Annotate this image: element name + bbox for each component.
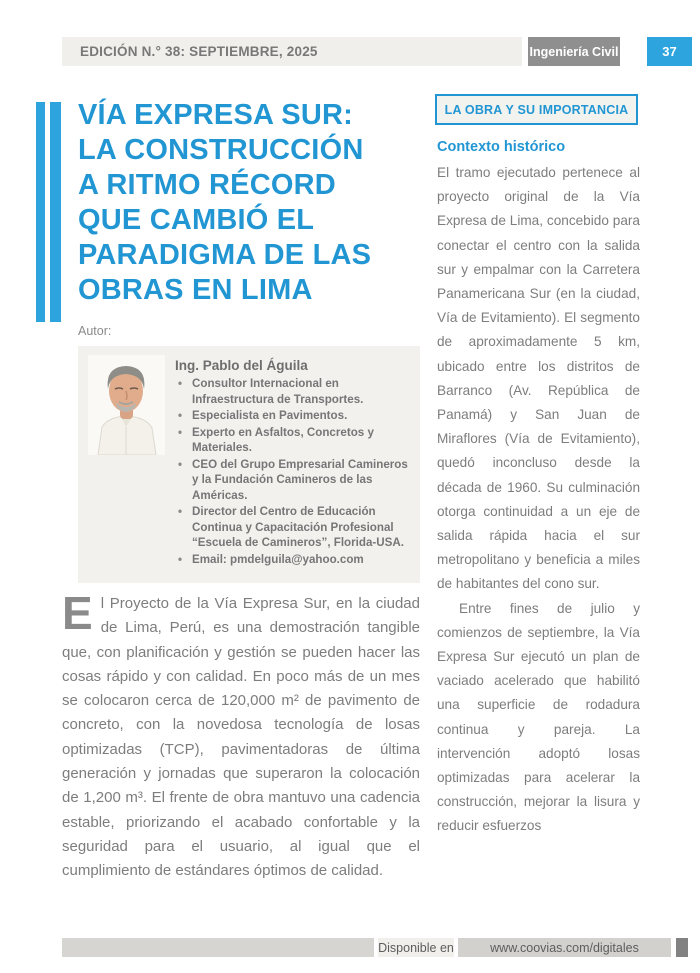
sidebar-paragraph: El tramo ejecutado pertenece al proyecto original de la Vía Expresa de Lima, concebido para conectar el centro con la salida sur y empalmar con la Carretera Panamericana Sur (en la ciudad, Vía de Evitamiento). El segmento de aproximadamente 5 km, ubicado entre los distritos de Barranco (Av. República de Panamá) y San Juan de Miraflores (Vía de Evitamiento), quedó inconcluso desde la década de 1960. Su culminación otorga continuidad a un eje de salida rápida hacia el sur metropolitano y beneficia a miles de habitantes del cono sur. xyxy=(437,165,640,592)
article-title xyxy=(78,98,423,308)
title-line: VÍA EXPRESA SUR: xyxy=(78,99,353,131)
title-line: QUE CAMBIÓ EL xyxy=(78,204,315,236)
section-label-box xyxy=(435,94,638,125)
author-info xyxy=(175,358,413,568)
sidebar-body xyxy=(437,161,640,839)
sidebar-paragraph: Entre fines de julio y comienzos de septiembre, la Vía Expresa Sur ejecutó un plan de vaciado acelerado que habilitó una superficie de rodadura continua y pareja. La intervención adoptó losas optimizadas para acelerar la construcción, mejorar la lisura y reducir esfuerzos xyxy=(437,600,640,834)
footer-available-label xyxy=(378,938,454,957)
author-card xyxy=(78,346,420,583)
title-accent-bar-thick xyxy=(50,102,61,322)
credential-item: • Consultor Internacional en Infraestructura de Transportes. xyxy=(175,376,413,407)
credential-item: • Experto en Asfaltos, Concretos y Materiales. xyxy=(175,425,413,456)
dropcap: E xyxy=(62,587,93,639)
credential-item[interactable]: • Email: pmdelguila@yahoo.com xyxy=(175,552,413,568)
title-line: A RITMO RÉCORD xyxy=(78,169,336,201)
author-portrait-illustration xyxy=(88,355,165,455)
title-accent-bar-thin xyxy=(36,102,45,322)
intro-text: l Proyecto de la Vía Expresa Sur, en la ciudad de Lima, Perú, es una demostración tangible que, con planificación y gestión se pueden hacer las cosas rápido y con calidad. En poco más de un mes se colocaron cerca de 120,000 m² de pavimento de concreto, con la novedosa tecnología de losas optimizadas (TCP), pavimentadoras de última generación y jornadas que superaron la colocación de 1,200 m³. El frente de obra mantuvo una cadencia estable, priorizando el acabado confortable y la seguridad para el usuario, al igual que el cumplimiento de estándares óptimos de calidad. xyxy=(62,595,420,880)
edition-text: EDICIÓN N.° 38: SEPTIEMBRE, 2025 xyxy=(80,44,318,59)
footer-end-square xyxy=(676,938,688,957)
title-line: PARADIGMA DE LAS xyxy=(78,239,372,271)
author-name: Ing. Pablo del Águila xyxy=(175,358,308,373)
credential-item: • Especialista en Pavimentos. xyxy=(175,408,413,424)
credential-item: • CEO del Grupo Empresarial Camineros y la Fundación Camineros de las Américas. xyxy=(175,457,413,504)
title-line: OBRAS EN LIMA xyxy=(78,274,313,306)
author-credentials-list xyxy=(175,376,413,567)
category-label: Ingeniería Civil xyxy=(529,44,619,59)
category-badge xyxy=(528,37,620,66)
page-number: 37 xyxy=(662,44,677,59)
sidebar-heading: Contexto histórico xyxy=(437,139,566,155)
author-photo xyxy=(88,355,165,455)
available-text: Disponible en xyxy=(378,940,454,955)
credential-item: • Director del Centro de Educación Continua y Capacitación Profesional “Escuela de Camineros”, Florida-USA. xyxy=(175,504,413,551)
page-number-badge xyxy=(647,37,692,66)
footer-decorative-bar xyxy=(62,938,374,957)
footer-url-link[interactable]: www.coovias.com/digitales xyxy=(458,938,671,957)
edition-bar xyxy=(62,37,522,66)
section-label: LA OBRA Y SU IMPORTANCIA xyxy=(444,102,629,117)
title-line: LA CONSTRUCCIÓN xyxy=(78,134,364,166)
intro-paragraph xyxy=(62,587,420,884)
author-label: Autor: xyxy=(78,324,112,338)
